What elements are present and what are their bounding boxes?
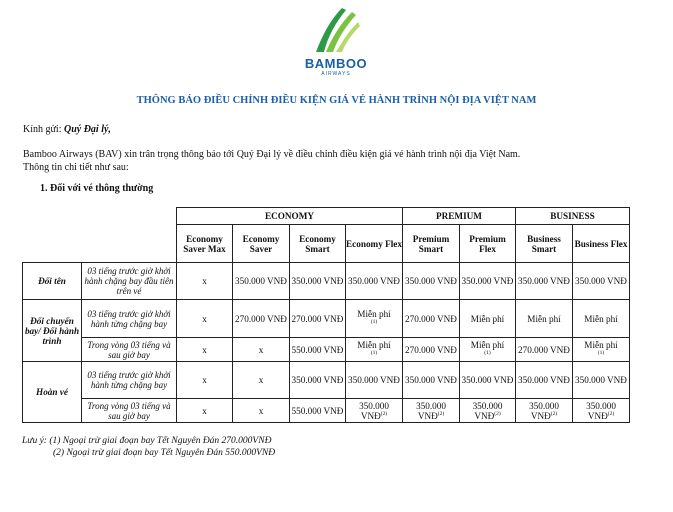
value-cell: Miễn phí: [460, 300, 516, 338]
brand-name: BAMBOO: [304, 56, 368, 71]
free-text: Miễn phí: [357, 339, 391, 350]
value-cell: [460, 338, 516, 362]
intro-line-2: Thông tin chi tiết như sau:: [23, 162, 129, 173]
value-cell: x: [233, 399, 290, 423]
col-premium-smart: Premium Smart: [403, 225, 460, 263]
salutation-prefix: Kính gửi:: [23, 124, 62, 135]
table-row: [23, 300, 630, 338]
value-cell: 350.000 VNĐ: [573, 263, 630, 300]
value-cell: 350.000 VNĐ: [233, 263, 290, 300]
value-cell: 550.000 VNĐ: [290, 399, 346, 423]
condition-cell: Trong vòng 03 tiếng và sau giờ bay: [82, 399, 177, 423]
value-cell: 270.000 VNĐ: [403, 338, 460, 362]
value-cell: x: [177, 399, 233, 423]
value-cell: Miễn phí: [516, 300, 573, 338]
value-cell: [573, 338, 630, 362]
brand-sub: AIRWAYS: [321, 71, 351, 77]
group-economy: ECONOMY: [177, 208, 403, 225]
col-economy-saver-max: Economy Saver Max: [177, 225, 233, 263]
free-text: Miễn phí: [357, 308, 391, 319]
price-text: 350.000 VNĐ: [359, 400, 389, 421]
value-cell: 350.000 VNĐ: [403, 263, 460, 300]
value-cell: [346, 338, 403, 362]
group-premium: PREMIUM: [403, 208, 516, 225]
table-corner: [23, 208, 177, 225]
value-cell: 350.000 VNĐ: [516, 362, 573, 399]
row-head-doi-ten: Đổi tên: [23, 263, 82, 300]
value-cell: x: [233, 338, 290, 362]
note-ref: (1): [484, 349, 491, 356]
section-heading: 1. Đối với vé thông thường: [40, 183, 154, 194]
value-cell: x: [177, 362, 233, 399]
salutation-name: Quý Đại lý,: [63, 124, 111, 135]
footnote-2: (2) Ngoại trừ giai đoạn bay Tết Nguyên Đán 550.000VNĐ: [53, 448, 276, 458]
table-row: [23, 362, 630, 399]
note-ref: (2): [437, 410, 445, 417]
footnote-1: Lưu ý: (1) Ngoại trừ giai đoạn bay Tết Nguyên Đán 270.000VNĐ: [22, 436, 272, 446]
table-row: [23, 338, 630, 362]
value-cell: [516, 399, 573, 423]
note-ref: (1): [597, 349, 605, 356]
value-cell: [403, 399, 460, 423]
value-cell: 270.000 VNĐ: [290, 300, 346, 338]
group-business: BUSINESS: [516, 208, 630, 225]
condition-cell: 03 tiếng trước giờ khởi hành chặng bay đầu tiên trên vé: [82, 263, 177, 300]
fare-conditions-table: [22, 207, 630, 423]
intro-paragraph: [23, 148, 633, 174]
note-ref: (2): [380, 410, 388, 417]
intro-line-1: Bamboo Airways (BAV) xin trân trọng thông báo tới Quý Đại lý về điều chỉnh điều kiện giá vé hành trình nội địa Việt Nam.: [23, 149, 521, 160]
condition-cell: Trong vòng 03 tiếng và sau giờ bay: [82, 338, 177, 362]
col-premium-flex: Premium Flex: [460, 225, 516, 263]
table-corner-2: [23, 225, 177, 263]
value-cell: Miễn phí: [573, 300, 630, 338]
value-cell: 350.000 VNĐ: [290, 362, 346, 399]
bamboo-logo: [288, 6, 384, 78]
value-cell: 350.000 VNĐ: [290, 263, 346, 300]
price-text: 350.000 VNĐ: [586, 400, 616, 421]
note-ref: (1): [370, 349, 378, 356]
value-cell: x: [177, 263, 233, 300]
row-head-hoan-ve: Hoàn vé: [23, 362, 82, 423]
value-cell: 350.000 VNĐ: [403, 362, 460, 399]
col-economy-saver: Economy Saver: [233, 225, 290, 263]
price-text: 350.000 VNĐ: [416, 400, 446, 421]
price-text: 350.000 VNĐ: [472, 400, 503, 421]
row-head-doi-chuyen: Đổi chuyến bay/ Đổi hành trình: [23, 300, 82, 362]
table-row: [23, 263, 630, 300]
salutation: [23, 124, 111, 135]
price-text: 350.000 VNĐ: [529, 400, 559, 421]
free-text: Miễn phí: [584, 339, 618, 350]
value-cell: x: [233, 362, 290, 399]
note-ref: (2): [494, 410, 501, 417]
note-ref: (1): [370, 318, 378, 325]
value-cell: 350.000 VNĐ: [460, 362, 516, 399]
value-cell: [573, 399, 630, 423]
value-cell: 350.000 VNĐ: [346, 263, 403, 300]
bamboo-leaf-icon: [312, 6, 360, 52]
table-row: [23, 399, 630, 423]
note-ref: (2): [607, 410, 615, 417]
page-title: THÔNG BÁO ĐIỀU CHỈNH ĐIỀU KIỆN GIÁ VÉ HÀNH TRÌNH NỘI ĐỊA VIỆT NAM: [136, 95, 537, 106]
value-cell: 350.000 VNĐ: [346, 362, 403, 399]
value-cell: 350.000 VNĐ: [573, 362, 630, 399]
value-cell: 350.000 VNĐ: [460, 263, 516, 300]
value-cell: [460, 399, 516, 423]
value-cell: x: [177, 300, 233, 338]
value-cell: [346, 399, 403, 423]
col-business-smart: Business Smart: [516, 225, 573, 263]
value-cell: 550.000 VNĐ: [290, 338, 346, 362]
note-ref: (2): [550, 410, 558, 417]
condition-cell: 03 tiếng trước giờ khởi hành từng chặng bay: [82, 300, 177, 338]
col-economy-smart: Economy Smart: [290, 225, 346, 263]
value-cell: 270.000 VNĐ: [516, 338, 573, 362]
value-cell: [346, 300, 403, 338]
value-cell: x: [177, 338, 233, 362]
col-economy-flex: Economy Flex: [346, 225, 403, 263]
value-cell: 270.000 VNĐ: [233, 300, 290, 338]
value-cell: 270.000 VNĐ: [403, 300, 460, 338]
footnotes: [22, 435, 275, 459]
value-cell: 350.000 VNĐ: [516, 263, 573, 300]
condition-cell: 03 tiếng trước giờ khởi hành từng chặng bay: [82, 362, 177, 399]
free-text: Miễn phí: [470, 339, 505, 350]
col-business-flex: Business Flex: [573, 225, 630, 263]
